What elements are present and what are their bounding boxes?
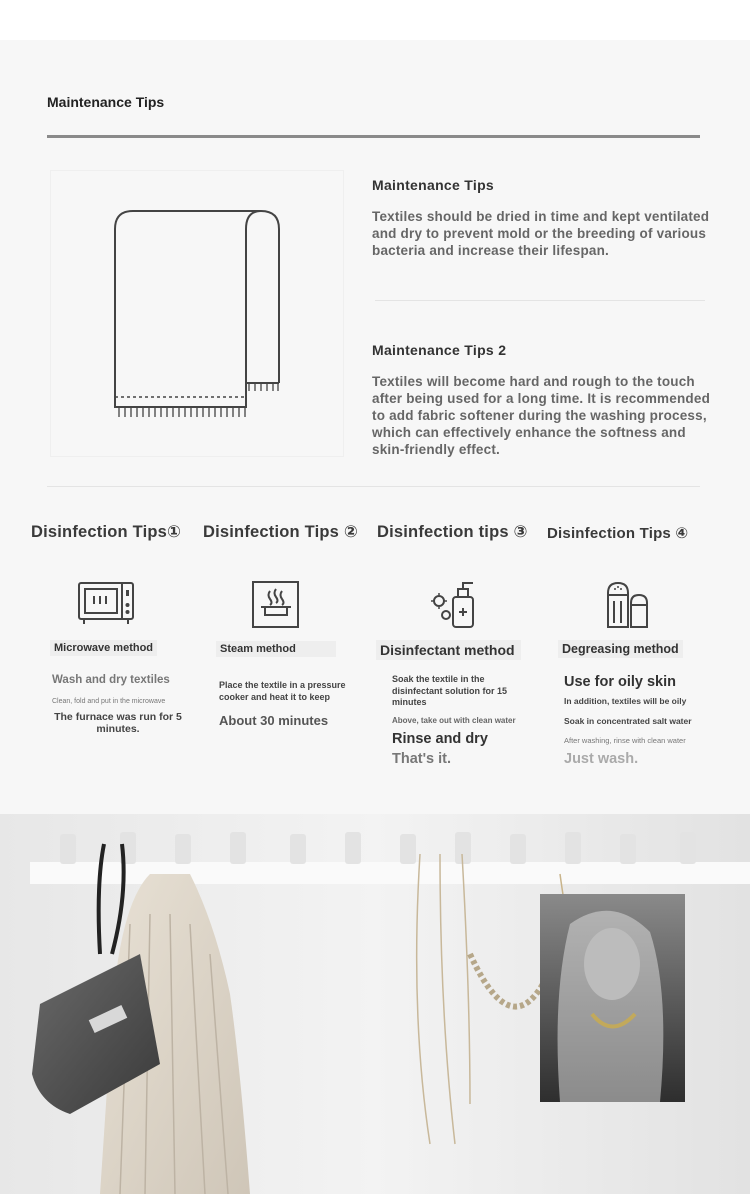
disinfection-divider: [47, 486, 700, 487]
tip-2-heading: Maintenance Tips 2: [372, 342, 507, 358]
d3-line4: That's it.: [392, 751, 452, 767]
tip-1-body: Textiles should be dried in time and kept ventilated and dry to prevent mold or the breeding of various bacteria and increase their lifespan.: [372, 209, 710, 258]
disinfection-3: [377, 522, 528, 542]
d2-line2: About 30 minutes: [219, 713, 329, 728]
d2-line1: Place the textile in a pressure cooker and heat it to keep: [219, 680, 346, 702]
method-1-label: Microwave method: [50, 640, 157, 656]
steamer-icon: [252, 581, 300, 629]
section-title: Maintenance Tips: [47, 94, 165, 110]
microwave-icon: [78, 581, 134, 627]
tip-2: [372, 342, 717, 458]
d3-line3: Rinse and dry: [392, 731, 488, 747]
d4-line1: Use for oily skin: [564, 674, 677, 690]
d4-line5: Just wash.: [564, 751, 639, 767]
disinfection-2-heading: Disinfection Tips ②: [203, 523, 358, 541]
tip-2-body: Textiles will become hard and rough to the touch after being used for a long time. It is recommended to add fabric softener during the washing process, which can effectively enhance the softness and skin-friendly effect.: [372, 374, 711, 457]
d4-line2: In addition, textiles will be oily: [564, 696, 687, 706]
disinfection-1: [31, 522, 181, 542]
d3-line2: Above, take out with clean water: [392, 716, 516, 725]
disinfection-4: [547, 522, 688, 542]
disinfection-3-heading: Disinfection tips ③: [377, 523, 528, 541]
disinfection-4-heading: Disinfection Tips ④: [547, 525, 689, 542]
tip-1: [372, 177, 717, 259]
disinfection-1-heading: Disinfection Tips①: [31, 523, 182, 541]
wall-hook-photo-icon: [0, 814, 750, 1194]
product-photo: [0, 814, 750, 1194]
disinfectant-bottle-icon: [429, 579, 479, 629]
top-band: [0, 0, 750, 40]
d1-line2: Clean, fold and put in the microwave: [52, 698, 166, 705]
d4-line3: Soak in concentrated salt water: [564, 716, 692, 726]
tip-1-heading: Maintenance Tips: [372, 177, 495, 193]
towel-illustration: [50, 170, 344, 457]
towel-icon: [51, 171, 345, 458]
d4-line4: After washing, rinse with clean water: [564, 736, 686, 745]
tip-divider: [375, 300, 705, 301]
disinfection-2: [203, 522, 358, 542]
method-4-label: Degreasing method: [558, 640, 683, 658]
salt-shaker-icon: [604, 581, 652, 629]
d1-line1: Wash and dry textiles: [52, 674, 170, 686]
d3-line1: Soak the textile in the disinfectant solution for 15 minutes: [392, 674, 508, 707]
method-3-label: Disinfectant method: [376, 640, 521, 660]
section-divider: [47, 135, 700, 138]
d1-line3: The furnace was run for 5 minutes.: [54, 711, 182, 735]
method-2-label: Steam method: [216, 641, 336, 657]
